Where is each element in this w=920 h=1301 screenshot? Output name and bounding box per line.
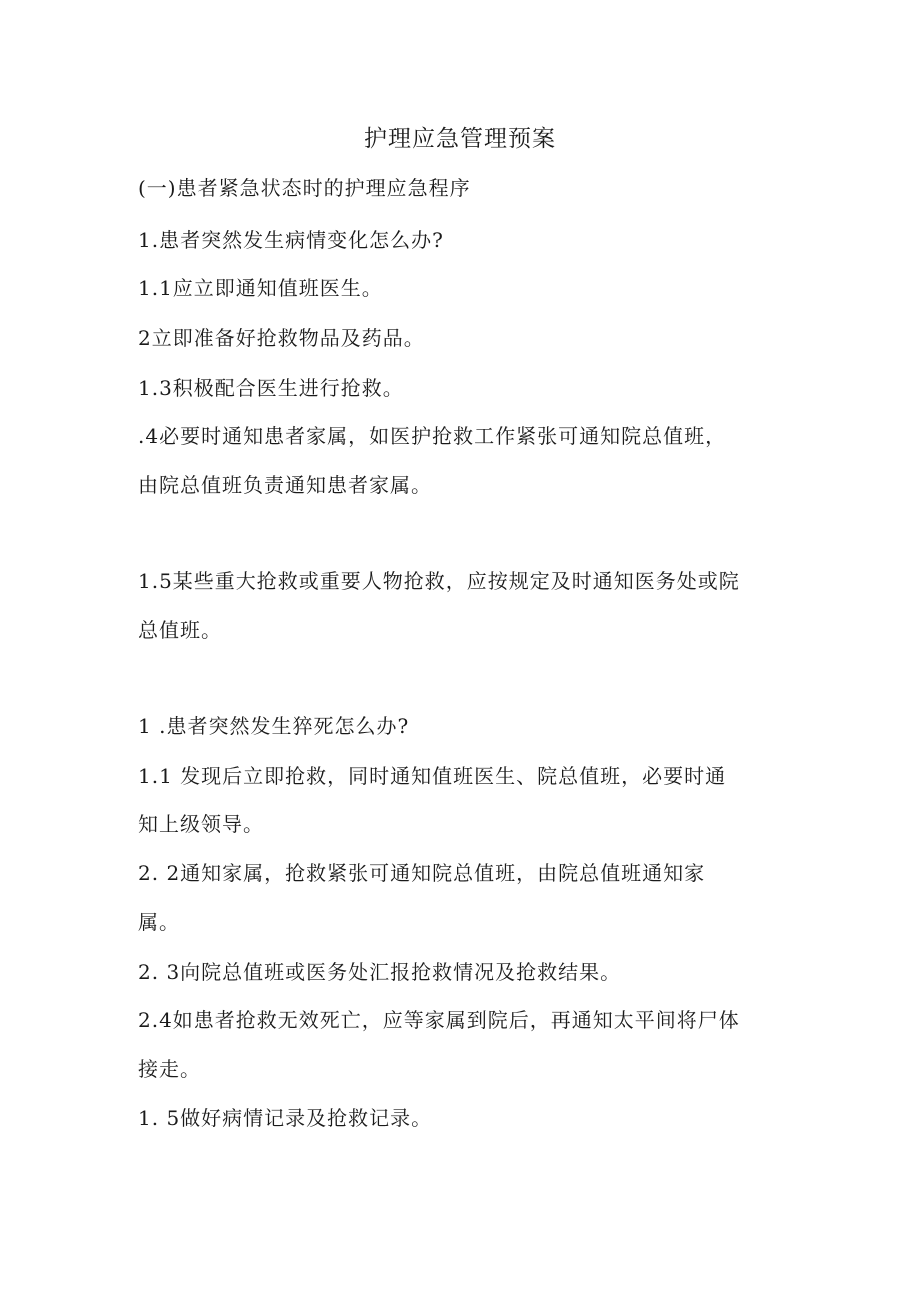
section-heading: (一)患者紧急状态时的护理应急程序 [138, 176, 471, 200]
text-line: 属。 [138, 910, 180, 934]
text-line: .4必要时通知患者家属，如医护抢救工作紧张可通知院总值班， [138, 424, 727, 448]
text-line: 2. 3向院总值班或医务处汇报抢救情况及抢救结果。 [138, 960, 622, 984]
question-heading: 1 .患者突然发生猝死怎么办? [138, 714, 410, 738]
text-line: 2. 2通知家属，抢救紧张可通知院总值班，由院总值班通知家 [138, 861, 706, 885]
text-line: 2立即准备好抢救物品及药品。 [138, 326, 425, 350]
question-heading: 1.患者突然发生病情变化怎么办? [138, 228, 444, 252]
text-line: 总值班。 [138, 618, 222, 642]
document-title: 护理应急管理预案 [364, 126, 556, 152]
text-line: 1.3积极配合医生进行抢救。 [138, 376, 404, 400]
text-line: 知上级领导。 [138, 812, 264, 836]
text-line: 1.1 发现后立即抢救，同时通知值班医生、院总值班，必要时通 [138, 764, 727, 788]
text-line: 由院总值班负责通知患者家属。 [138, 473, 432, 497]
text-line: 1. 5做好病情记录及抢救记录。 [138, 1106, 433, 1130]
text-line: 2.4如患者抢救无效死亡，应等家属到院后，再通知太平间将尸体 [138, 1008, 740, 1032]
text-line: 1.1应立即通知值班医生。 [138, 276, 383, 300]
text-line: 1.5某些重大抢救或重要人物抢救，应按规定及时通知医务处或院 [138, 569, 740, 593]
text-line: 接走。 [138, 1057, 201, 1081]
